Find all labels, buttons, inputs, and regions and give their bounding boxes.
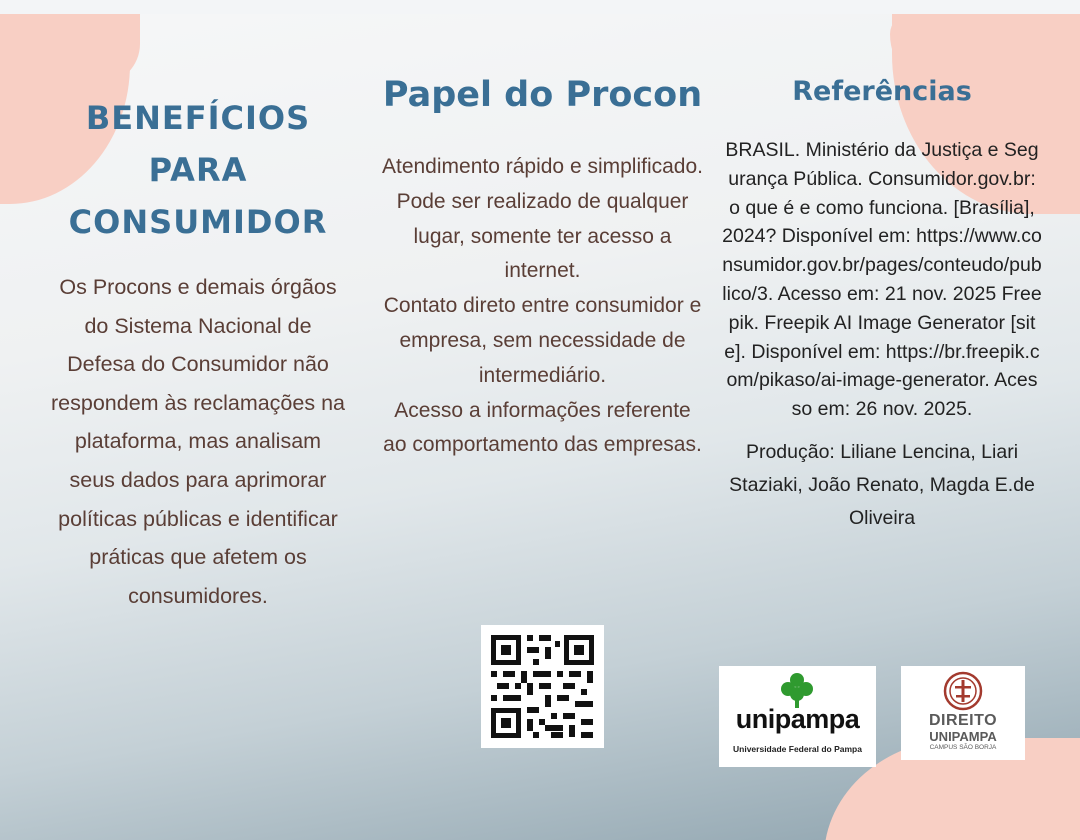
procon-role-line: Acesso a informações referente ao comportamento das empresas.	[383, 398, 702, 457]
benefits-text: Os Procons e demais órgãos do Sistema Nacional de Defesa do Consumidor não respondem às reclamações na plataforma, mas analisam seus dados para aprimorar políticas públicas e identificar práticas que afetem os consumidores.	[51, 275, 345, 608]
references-column	[722, 72, 1042, 535]
procon-role-line: Contato direto entre consumidor e empresa, sem necessidade de intermediário.	[383, 294, 702, 387]
procon-role-column	[380, 70, 705, 463]
production-credits: Produção: Liliane Lencina, Liari Staziaki, João Renato, Magda E.de Oliveira	[729, 440, 1035, 529]
direito-logo-line1: DIREITO	[928, 712, 998, 729]
top-strip	[0, 0, 1080, 14]
direito-logo-line3: CAMPUS SÃO BORJA	[929, 744, 997, 751]
unipampa-logo-name: unipampa	[735, 704, 860, 734]
direito-seal-icon	[943, 671, 983, 711]
procon-role-title: Papel do Procon	[382, 75, 703, 115]
unipampa-logo	[719, 666, 876, 767]
unipampa-logo-subtitle: Universidade Federal do Pampa	[733, 744, 862, 754]
qr-code-icon[interactable]	[481, 625, 604, 748]
references-text: BRASIL. Ministério da Justiça e Segurança Pública. Consumidor.gov.br: o que é e como funciona. [Brasília], 2024? Disponível em: https://www.consumidor.gov.br/pages/conteudo/publico/3. Acesso em: 21 nov. 2025 Freepik. Freepik AI Image Generator [site]. Disponível em: https://br.freepik.com/pikaso/ai-image-generator. Acesso em: 26 nov. 2025.	[722, 139, 1042, 421]
decor-blob-top-left-2	[90, 14, 140, 84]
procon-role-line: Pode ser realizado de qualquer lugar, somente ter acesso a internet.	[396, 189, 689, 283]
procon-role-text	[380, 150, 705, 463]
procon-role-line: Atendimento rápido e simplificado.	[381, 155, 703, 178]
direito-logo-line2: UNIPAMPA	[929, 729, 997, 744]
references-title: Referências	[792, 76, 972, 107]
direito-unipampa-logo	[901, 666, 1025, 760]
benefits-title: BENEFÍCIOS PARA CONSUMIDOR	[68, 99, 328, 241]
benefits-column	[50, 92, 346, 615]
